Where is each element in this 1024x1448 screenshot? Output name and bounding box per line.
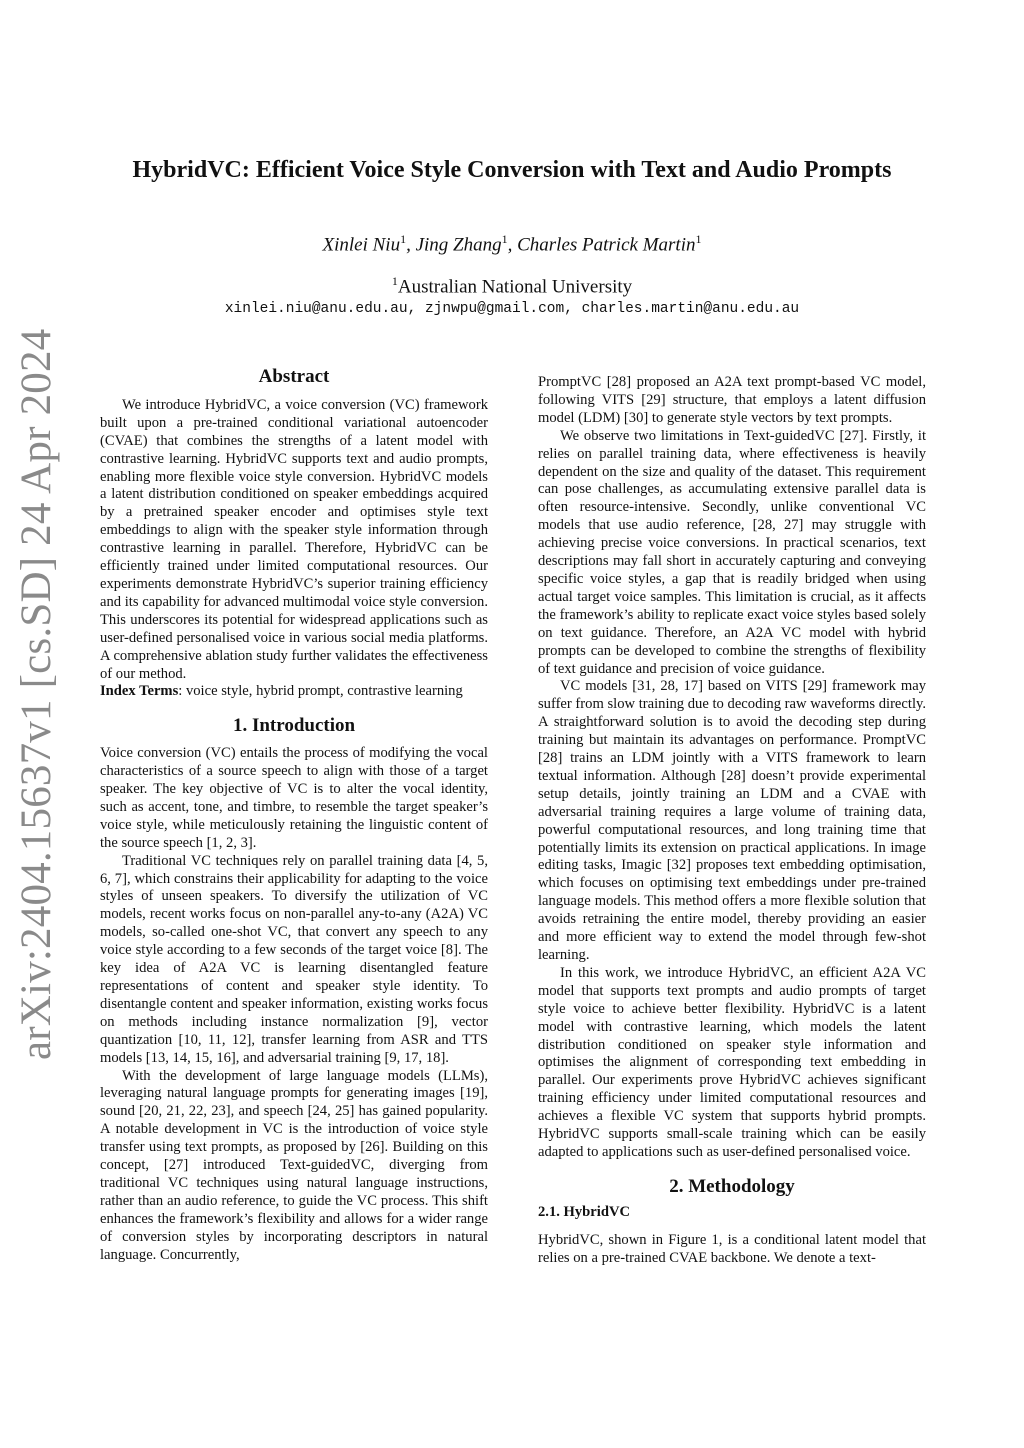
intro-paragraph: With the development of large language models (LLMs), leveraging natural language prompts for generating images [19], sound [20, 21, 22, 23], and speech [24, 25] has gained popularity. A notable development in VC is the introduction of voice style transfer using text prompts, as proposed by [26]. Building on this concept, [27] introduced Text-guidedVC, diverging from traditional VC techniques using natural language instructions, rather than an audio reference, to guide the VC process. This shift enhances the framework’s flexibility and allows for a wider range of conversion styles by incorporating descriptors in natural language. Concurrently,	[100, 1067, 488, 1263]
body-paragraph: In this work, we introduce HybridVC, an efficient A2A VC model that supports text prompts and audio prompts of target style voice to achieve better flexibility. HybridVC is a latent model with contrastive learning, which models the latent distribution conditioned on speaker style information and optimises the alignment of corresponding text embedding in parallel. Our experiments prove HybridVC achieves significant training efficiency under limited computational resources and achieves a flexible VC system that supports hybrid prompts. HybridVC supports small-scale training which can be easily adapted to applications such as user-defined personalised voice.	[538, 964, 926, 1160]
body-paragraph: PromptVC [28] proposed an A2A text prompt-based VC model, following VITS [29] structure, that employs a latent diffusion model (LDM) [30] to generate style vectors by text prompts.	[538, 374, 926, 426]
arxiv-identifier: arXiv:2404.15637v1 [cs.SD] 24 Apr 2024	[13, 328, 60, 1060]
author-name: Charles Patrick Martin	[517, 234, 696, 256]
intro-paragraph: Voice conversion (VC) entails the process of modifying the vocal characteristics of a source speech to align with those of a target speaker. The key objective of VC is to alter the vocal identity, such as accent, tone, and timbre, to resemble the target speaker’s voice style, while meticulously retaining the linguistic content of the source speech [1, 2, 3].	[100, 745, 488, 851]
index-terms-label: Index Terms	[100, 683, 179, 700]
author-name: Xinlei Niu	[322, 234, 401, 256]
author-name: Jing Zhang	[415, 234, 502, 256]
index-terms	[100, 683, 488, 701]
author-list	[0, 232, 1024, 256]
abstract-heading: Abstract	[258, 366, 330, 387]
intro-paragraph: Traditional VC techniques rely on parallel training data [4, 5, 6, 7], which constrains their applicability for adapting to the voice styles of unseen speakers. To diversify the utilization of VC models, recent works focus on non-parallel any-to-any (A2A) VC models, so-called one-shot VC, that convert any speech to any voice style according to a few seconds of the target voice [8]. The key idea of A2A VC is learning disentangled feature representations of content and speaker style identity. To disentangle content and speaker information, existing works focus on methods including instance normalization [9], vector quantization [10, 11, 12], transfer learning from ASR and TTS models [13, 14, 15, 16], and adversarial training [9, 17, 18].	[100, 852, 488, 1066]
author-emails: xinlei.niu@anu.edu.au, zjnwpu@gmail.com, charles.martin@anu.edu.au	[224, 301, 800, 317]
paper-title: HybridVC: Efficient Voice Style Conversion with Text and Audio Prompts	[132, 157, 892, 183]
affiliation-name: Australian National University	[397, 276, 633, 298]
introduction-heading: 1. Introduction	[232, 715, 356, 737]
author-affil-mark: 1	[695, 232, 702, 246]
author-separator: ,	[406, 234, 416, 256]
author-affil-mark: 1	[400, 232, 407, 246]
body-paragraph: We observe two limitations in Text-guidedVC [27]. Firstly, it relies on parallel training data, where effectiveness is heavily dependent on the size and quality of the dataset. This requirement can pose challenges, as accumulating extensive parallel data is often resource-intensive. Secondly, unlike conventional VC models that use audio reference, [28, 27] may struggle with achieving precise voice conversions. In practical scenarios, text descriptions may fall short in accurately capturing and conveying specific voice styles, a gap that is readily bridged when using actual target voice samples. This limitation is crucial, as it affects the framework’s ability to replicate exact voice styles based solely on text guidance. Therefore, an A2A VC model with hybrid prompts can be developed to combine the strengths of flexibility of text guidance and precision of voice guidance.	[538, 427, 926, 677]
author-separator: ,	[507, 234, 518, 256]
index-terms-values: : voice style, hybrid prompt, contrastive learning	[178, 683, 463, 700]
methodology-paragraph: HybridVC, shown in Figure 1, is a conditional latent model that relies on a pre-trained CVAE backbone. We denote a text-	[538, 1231, 926, 1266]
methodology-heading: 2. Methodology	[669, 1175, 795, 1197]
body-paragraph: VC models [31, 28, 17] based on VITS [29] framework may suffer from slow training due to decoding raw waveforms directly. A straightforward solution is to avoid the decoding step during training but maintain its advantages on performance. PromptVC [28] trains an LDM jointly with a VITS framework to learn textual information. Although [28] doesn’t provide experimental setup details, jointly training an LDM and a CVAE with adversarial training requires a large volume of training data, powerful computational resources, and long training time that potentially limits its extension on practical applications. In image editing tasks, Imagic [32] proposes text embedding optimisation, which focuses on optimising text embeddings under pre-trained language models. This method offers a more flexible solution that avoids retraining the entire model, thereby providing an easier and more efficient way to extend the model through few-shot learning.	[538, 678, 926, 963]
affiliation	[0, 274, 1024, 298]
right-column	[538, 374, 926, 1268]
subsection-heading: 2.1. HybridVC	[538, 1203, 631, 1220]
abstract-text: We introduce HybridVC, a voice conversion (VC) framework built upon a pre-trained conditional variational autoencoder (CVAE) that combines the strengths of a latent model with contrastive learning. HybridVC supports text and audio prompts, enabling more flexible voice style conversion. HybridVC models a latent distribution conditioned on speaker embeddings acquired by a pretrained speaker encoder and optimises style text embeddings to align with the speaker style information through contrastive learning in parallel. Therefore, HybridVC can be efficiently trained under limited computational resources. Our experiments demonstrate HybridVC’s superior training efficiency and its capability for advanced multimodal voice style conversion. This underscores its potential for widespread applications such as user-defined personalised voice in various social media platforms. A comprehensive ablation study further validates the effectiveness of our method.	[100, 396, 488, 682]
author-affil-mark: 1	[501, 232, 508, 246]
left-column	[100, 368, 488, 1265]
affiliation-mark: 1	[391, 274, 398, 288]
